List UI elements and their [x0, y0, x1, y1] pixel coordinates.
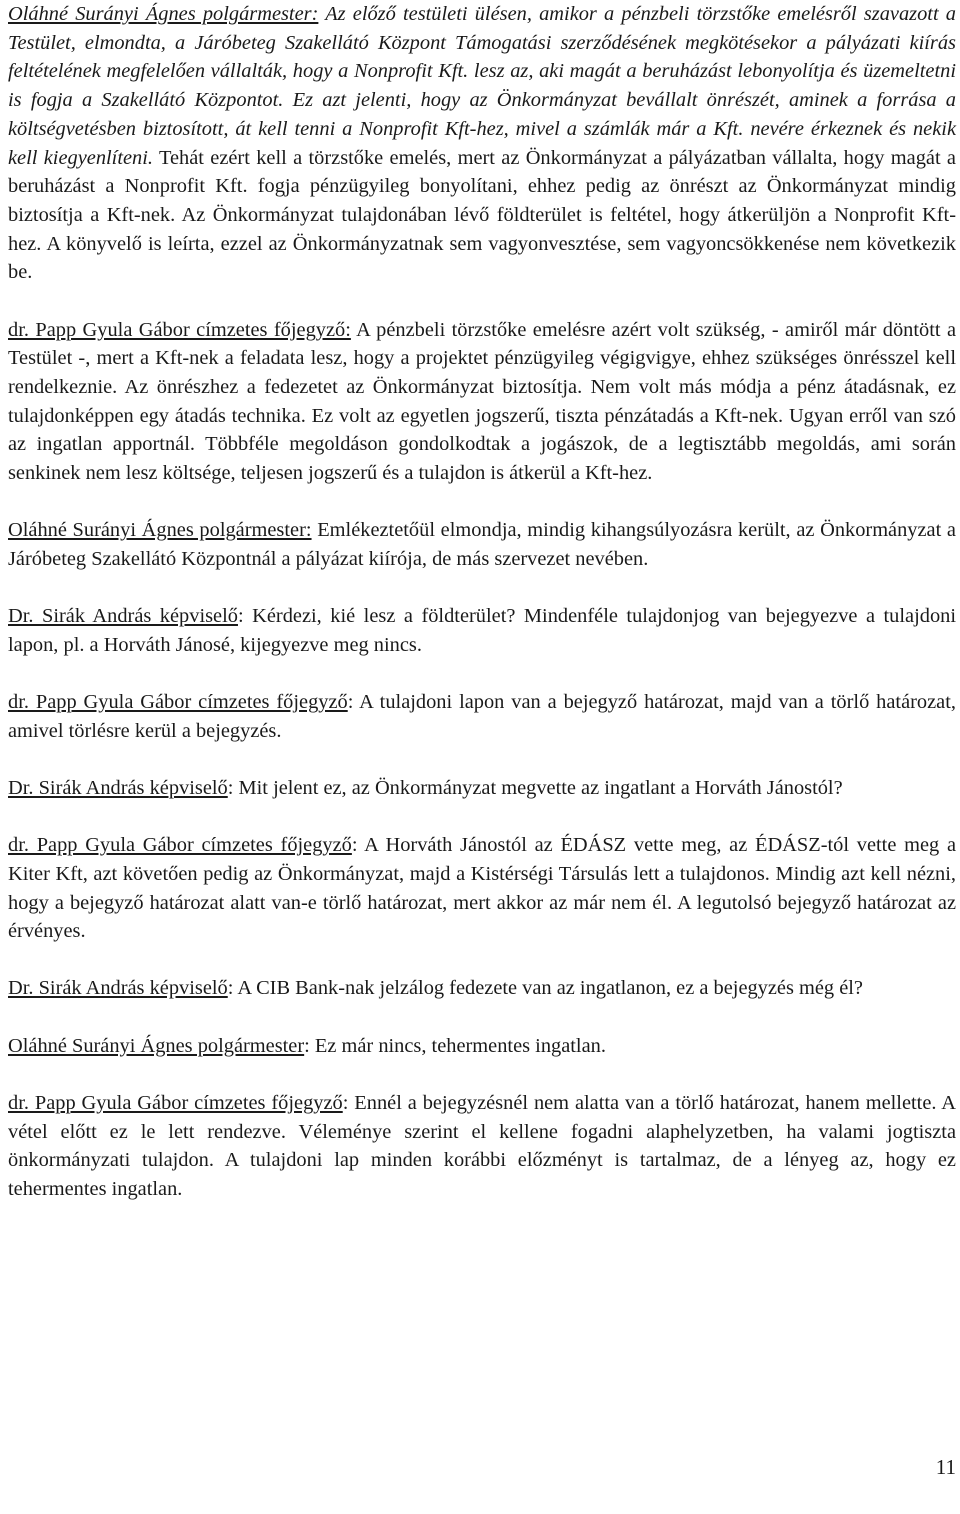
paragraph-text: : Ez már nincs, tehermentes ingatlan.	[304, 1034, 606, 1057]
paragraph-text: : A CIB Bank-nak jelzálog fedezete van az ingatlanon, ez a bejegyzés még él?	[227, 977, 863, 1000]
paragraph-text: Az előző testületi ülésen, amikor a pénzbeli törzstőke emelésről szavazott a Testület, elmondta, a Járóbeteg Szakellátó Központ Támogatási szerződésének megkötésekor a pályázati kiírás feltételének megfelelően vállalták, hogy a Nonprofit Kft. lesz az, aki magát a beruházást lebonyolítja és üzemeltetni is fogja a Szakellátó Központot.	[8, 3, 956, 112]
page-number: 11	[935, 1455, 956, 1479]
paragraph-7	[8, 831, 956, 946]
paragraph-8	[8, 974, 956, 1003]
paragraph-1	[8, 0, 956, 287]
paragraph-text: : A tulajdoni lapon van a bejegyző határozat, majd van a törlő határozat, amivel törlésre kerül a bejegyzés.	[8, 691, 956, 742]
speaker-label: dr. Papp Gyula Gábor címzetes főjegyző	[8, 691, 348, 714]
speaker-label: dr. Papp Gyula Gábor címzetes főjegyző	[8, 1091, 343, 1114]
paragraph-text: : Mit jelent ez, az Önkormányzat megvette az ingatlant a Horváth Jánostól?	[227, 776, 843, 799]
paragraph-text: : A Horváth Jánostól az ÉDÁSZ vette meg, az ÉDÁSZ-tól vette meg a Kiter Kft, azt követően pedig az Önkormányzat, majd a Kistérségi Társulás lett a tulajdonos. Mindig azt kell nézni, hogy a bejegyző határozat alatt van-e törlő határozat, mert akkor az már nem él. A legutolsó bejegyző határozat az érvényes.	[8, 834, 957, 943]
speaker-label: Dr. Sirák András képviselő	[8, 605, 238, 628]
paragraph-5	[8, 688, 956, 745]
speaker-label: Oláhné Surányi Ágnes polgármester:	[8, 3, 319, 25]
paragraph-9	[8, 1032, 956, 1061]
paragraph-text: A pénzbeli törzstőke emelésre azért volt szükség, - amiről már döntött a Testület -, mert a Kft-nek a feladata lesz, hogy a projektet pénzügyileg végigvigye, ehhez szükséges önrésszel kell rendelkeznie. Az önrészhez a fedezetet az Önkormányzat biztosítja. Nem volt más módja a pénz átadásnak, ez tulajdonképpen egy átadás technika. Ez volt az egyetlen jogszerű, tiszta pénzátadás a Kft-nek. Ugyan erről van szó az ingatlan apportnál. Többféle megoldáson gondolkodtak a jogászok, de a legtisztább megoldás, ami során senkinek nem lesz költsége, teljesen jogszerű és a tulajdon is átkerül a Kft-hez.	[8, 318, 956, 485]
speaker-label: Dr. Sirák András képviselő	[8, 776, 228, 799]
paragraph-3	[8, 516, 956, 573]
paragraph-text: Tehát ezért kell a törzstőke emelés, mert az Önkormányzat a pályázatban vállalta, hogy magát a beruházást a Nonprofit Kft. fogja pénzügyileg bonyolítani, ehhez pedig az önrészt az Önkormányzat mindig biztosítja a Kft-nek. Az Önkormányzat tulajdonában lévő földterület is feltétel, hogy átkerüljön a Nonprofit Kft-hez. A könyvelő is leírta, ezzel az Önkormányzatnak sem vagyonvesztése, sem vagyoncsökkenése nem következik be.	[8, 146, 956, 284]
speaker-label: Oláhné Surányi Ágnes polgármester:	[8, 519, 312, 542]
paragraph-text: Emlékeztetőül elmondja, mindig kihangsúlyozásra került, az Önkormányzat a Járóbeteg Szakellátó Központnál a pályázat kiírója, de más szervezet nevében.	[8, 519, 956, 570]
paragraph-4	[8, 602, 956, 659]
speaker-label: dr. Papp Gyula Gábor címzetes főjegyző	[8, 834, 352, 857]
paragraph-2	[8, 316, 956, 488]
paragraph-text: : Kérdezi, kié lesz a földterület? Mindenféle tulajdonjog van bejegyezve a tulajdoni lapon, pl. a Horváth Jánosé, kijegyezve meg nincs.	[8, 605, 956, 656]
speaker-label: Dr. Sirák András képviselő	[8, 977, 228, 1000]
document-page	[8, 0, 956, 1204]
paragraph-text: Ez azt jelenti, hogy az Önkormányzat bevállalt önrészét, aminek a forrása a költségvetésben biztosított, át kell tenni a Nonprofit Kft-hez, mivel a számlák már a Kft. nevére érkeznek és nekik kell kiegyenlíteni.	[8, 89, 957, 169]
speaker-label: Oláhné Surányi Ágnes polgármester	[8, 1034, 305, 1057]
paragraph-10	[8, 1089, 956, 1204]
paragraph-text: : Ennél a bejegyzésnél nem alatta van a törlő határozat, hanem mellette. A vétel előtt ez le lett rendezve. Véleménye szerint el kellene fogadni alaphelyzetben, ha valami jogtiszta önkormányzati tulajdon. A tulajdoni lap minden korábbi előzményt is tartalmaz, de a lényeg az, hogy ez tehermentes ingatlan.	[8, 1091, 956, 1200]
paragraph-6	[8, 774, 956, 803]
speaker-label: dr. Papp Gyula Gábor címzetes főjegyző:	[8, 318, 351, 341]
